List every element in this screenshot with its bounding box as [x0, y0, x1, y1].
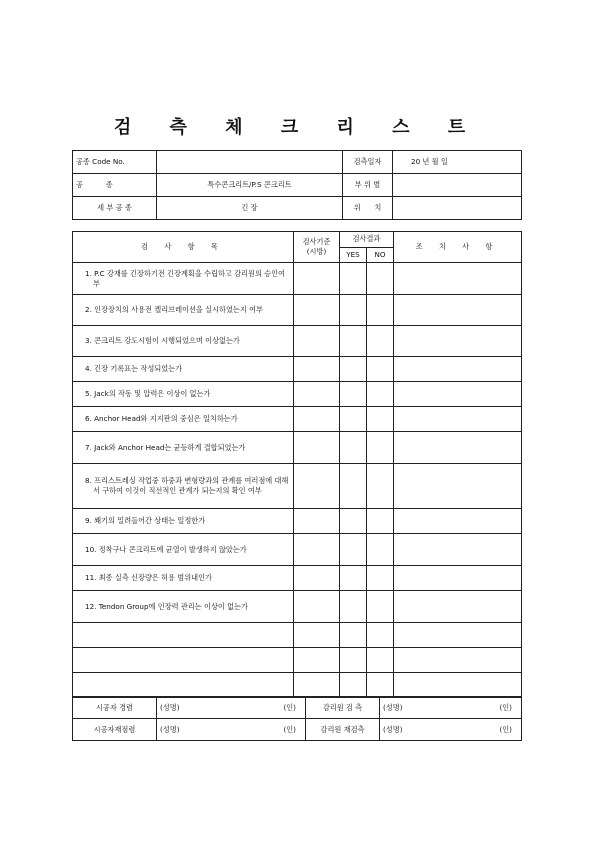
supervisor-recheck-label: 감리원 재검측 — [306, 719, 380, 741]
supervisor-recheck-sign-field[interactable] — [380, 719, 522, 741]
checklist-item-label: 1. P.C 강재를 긴장하기전 긴장계획을 수립하고 감리원의 승인여부 — [85, 268, 286, 288]
action-cell[interactable] — [394, 623, 522, 648]
standard-cell[interactable] — [294, 263, 340, 295]
contractor-manager-sign-field[interactable] — [157, 697, 306, 719]
yes-cell[interactable] — [340, 534, 367, 566]
action-cell[interactable] — [394, 509, 522, 534]
standard-cell[interactable] — [294, 673, 340, 698]
checklist-row — [73, 357, 522, 382]
yes-cell[interactable] — [340, 407, 367, 432]
checklist-item-label: 11. 최종 실측 신장량은 허용 범위내인가 — [85, 573, 213, 582]
standard-cell[interactable] — [294, 534, 340, 566]
no-header: NO — [367, 247, 394, 263]
yes-cell[interactable] — [340, 432, 367, 464]
yes-header: YES — [340, 247, 367, 263]
work-type-label: 공 종 — [73, 174, 157, 197]
no-cell[interactable] — [367, 673, 394, 698]
standard-cell[interactable] — [294, 407, 340, 432]
contractor-recheck-sign-field[interactable] — [157, 719, 306, 741]
standard-cell[interactable] — [294, 382, 340, 407]
checklist-item-text — [73, 326, 294, 357]
checklist-row — [73, 623, 522, 648]
no-cell[interactable] — [367, 623, 394, 648]
location-label: 위 치 — [343, 197, 393, 220]
items-header: 검 사 항 목 — [73, 232, 294, 263]
seal-label: (인) — [283, 724, 296, 734]
yes-cell[interactable] — [340, 263, 367, 295]
yes-cell[interactable] — [340, 648, 367, 673]
checklist-item-label: 2. 인장장치의 사용전 켈리브레이션을 실시하였는지 여부 — [85, 305, 263, 314]
supervisor-inspector-sign-field[interactable] — [380, 697, 522, 719]
no-cell[interactable] — [367, 357, 394, 382]
checklist-row — [73, 432, 522, 464]
checklist-item-text — [73, 464, 294, 509]
checklist-item-text — [73, 382, 294, 407]
checklist-table — [72, 231, 522, 698]
action-cell[interactable] — [394, 432, 522, 464]
action-cell[interactable] — [394, 648, 522, 673]
header-row-code — [73, 151, 522, 174]
signature-row-2 — [73, 719, 522, 741]
checklist-row — [73, 591, 522, 623]
checklist-row — [73, 263, 522, 295]
standard-cell[interactable] — [294, 432, 340, 464]
result-header: 검사결과 — [340, 232, 394, 248]
work-type-field[interactable]: 특수콘크리트/P.S 콘크리트 — [157, 174, 343, 197]
checklist-row — [73, 566, 522, 591]
work-code-field[interactable] — [157, 151, 343, 174]
yes-cell[interactable] — [340, 591, 367, 623]
part-field[interactable] — [393, 174, 522, 197]
checklist-item-label: 6. Anchor Head와 지지판의 중심은 일치하는가 — [85, 414, 238, 423]
no-cell[interactable] — [367, 263, 394, 295]
checklist-row — [73, 407, 522, 432]
signature-row-1 — [73, 697, 522, 719]
standard-cell[interactable] — [294, 591, 340, 623]
action-cell[interactable] — [394, 295, 522, 326]
name-label: (성명) — [383, 724, 403, 734]
action-cell[interactable] — [394, 326, 522, 357]
checklist-row — [73, 295, 522, 326]
action-cell[interactable] — [394, 407, 522, 432]
yes-cell[interactable] — [340, 623, 367, 648]
no-cell[interactable] — [367, 464, 394, 509]
detail-field[interactable]: 긴 장 — [157, 197, 343, 220]
header-row-detail — [73, 197, 522, 220]
no-cell[interactable] — [367, 534, 394, 566]
no-cell[interactable] — [367, 432, 394, 464]
signature-table — [72, 696, 522, 741]
checklist-header-row — [73, 232, 522, 248]
standard-cell[interactable] — [294, 623, 340, 648]
checklist-item-label: 5. Jack의 작동 및 압력은 이상이 없는가 — [85, 389, 211, 398]
standard-cell[interactable] — [294, 326, 340, 357]
standard-cell[interactable] — [294, 295, 340, 326]
checklist-item-label: 7. Jack와 Anchor Head는 균등하게 결합되었는가 — [85, 442, 246, 452]
part-label: 부 위 별 — [343, 174, 393, 197]
standard-cell[interactable] — [294, 357, 340, 382]
no-cell[interactable] — [367, 407, 394, 432]
yes-cell[interactable] — [340, 509, 367, 534]
action-cell[interactable] — [394, 591, 522, 623]
action-cell[interactable] — [394, 263, 522, 295]
checklist-item-text — [73, 591, 294, 623]
contractor-manager-label: 시공자 경렴 — [73, 697, 157, 719]
action-cell[interactable] — [394, 382, 522, 407]
checklist-item-text — [73, 357, 294, 382]
action-header: 조 치 사 항 — [394, 232, 522, 263]
action-cell[interactable] — [394, 534, 522, 566]
checklist-item-text — [73, 534, 294, 566]
yes-cell[interactable] — [340, 295, 367, 326]
yes-cell[interactable] — [340, 464, 367, 509]
no-cell[interactable] — [367, 591, 394, 623]
no-cell[interactable] — [367, 566, 394, 591]
checklist-item-text — [73, 263, 294, 295]
checklist-item-label: 9. 쐐기의 밀려들어간 상태는 일정한가 — [85, 516, 206, 525]
page-title: 검 측 체 크 리 스 트 — [113, 117, 482, 138]
no-cell[interactable] — [367, 509, 394, 534]
checklist-row — [73, 464, 522, 509]
checklist-item-text — [73, 648, 294, 673]
checklist-item-label: 10. 정착구나 콘크리트에 균열이 발생하지 않았는가 — [85, 544, 247, 554]
checklist-item-text — [73, 673, 294, 698]
no-cell[interactable] — [367, 382, 394, 407]
name-label: (성명) — [160, 702, 180, 712]
checklist-item-text — [73, 623, 294, 648]
seal-label: (인) — [499, 724, 512, 734]
location-field[interactable] — [393, 197, 522, 220]
inspect-date-label: 검측일자 — [343, 151, 393, 174]
yes-cell[interactable] — [340, 566, 367, 591]
checklist-row — [73, 534, 522, 566]
checklist-item-label: 4. 긴장 기록표는 작성되었는가 — [85, 364, 183, 373]
action-cell[interactable] — [394, 566, 522, 591]
contractor-recheck-label: 시공자재점렴 — [73, 719, 157, 741]
action-cell[interactable] — [394, 357, 522, 382]
checklist-row — [73, 648, 522, 673]
no-cell[interactable] — [367, 295, 394, 326]
seal-label: (인) — [499, 702, 512, 712]
checklist-item-text — [73, 509, 294, 534]
standard-header: 검사기준 (시방) — [294, 232, 340, 263]
no-cell[interactable] — [367, 326, 394, 357]
yes-cell[interactable] — [340, 326, 367, 357]
action-cell[interactable] — [394, 673, 522, 698]
header-table — [72, 150, 522, 220]
name-label: (성명) — [160, 724, 180, 734]
standard-cell[interactable] — [294, 648, 340, 673]
checklist-item-label: 3. 콘크리트 강도시험이 시행되었으며 이상없는가 — [85, 336, 240, 345]
standard-cell[interactable] — [294, 509, 340, 534]
checklist-item-text — [73, 432, 294, 464]
checklist-item-text — [73, 566, 294, 591]
checklist-item-text — [73, 295, 294, 326]
seal-label: (인) — [283, 702, 296, 712]
checklist-item-label: 12. Tendon Group에 인장력 관리는 이상이 없는가 — [85, 601, 248, 611]
checklist-row — [73, 673, 522, 698]
header-row-worktype — [73, 174, 522, 197]
yes-cell[interactable] — [340, 357, 367, 382]
name-label: (성명) — [383, 702, 403, 712]
work-code-label: 공종 Code No. — [73, 151, 157, 174]
no-cell[interactable] — [367, 648, 394, 673]
checklist-row — [73, 326, 522, 357]
yes-cell[interactable] — [340, 382, 367, 407]
standard-cell[interactable] — [294, 566, 340, 591]
checklist-item-label: 8. 프리스트레싱 작업중 하중과 변형량과의 관계를 여러점에 대해서 구하여 이것이 직선적인 관계가 되는지의 확인 여부 — [85, 476, 289, 495]
checklist-row — [73, 382, 522, 407]
standard-cell[interactable] — [294, 464, 340, 509]
checklist-row — [73, 509, 522, 534]
inspect-date-field[interactable]: 20 년 월 일 — [393, 151, 522, 174]
detail-label: 세 부 공 종 — [73, 197, 157, 220]
action-cell[interactable] — [394, 464, 522, 509]
supervisor-inspector-label: 감리원 검 측 — [306, 697, 380, 719]
yes-cell[interactable] — [340, 673, 367, 698]
checklist-item-text — [73, 407, 294, 432]
